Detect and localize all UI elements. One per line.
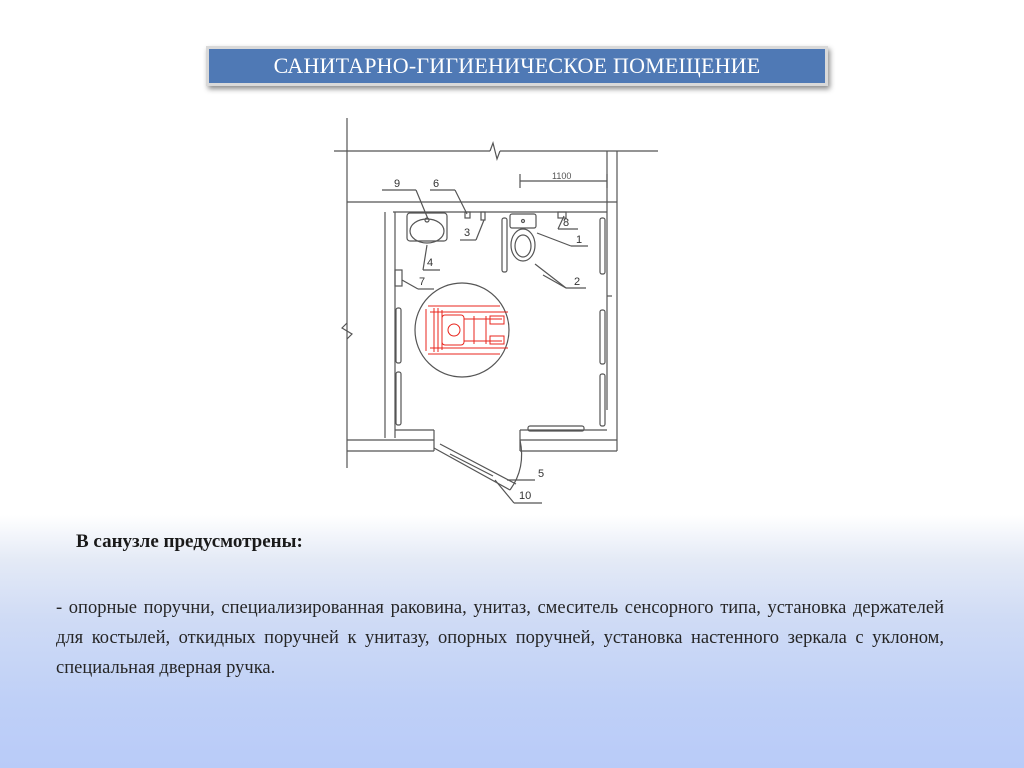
leader-line (537, 233, 571, 246)
mixer-fixture (465, 212, 470, 218)
handrail-vertical (502, 218, 507, 272)
leader-line (535, 264, 566, 288)
floor-plan (330, 118, 670, 518)
label-1: 1 (576, 234, 583, 246)
handrail-vertical (600, 218, 605, 274)
leader-line (416, 190, 428, 219)
toilet-button (522, 220, 525, 223)
label-3: 3 (464, 227, 471, 239)
label-5: 5 (538, 468, 545, 480)
label-2: 2 (574, 276, 581, 288)
door-leaf (440, 444, 516, 484)
leader-line (543, 275, 566, 288)
slide-title-box (206, 46, 828, 86)
leader-line (476, 220, 484, 240)
wall-handrail (396, 308, 401, 363)
door-handrail (450, 454, 493, 476)
break-mark (490, 143, 500, 159)
leader-line (495, 480, 514, 503)
mirror-fixture (481, 212, 485, 220)
label-8: 8 (563, 217, 570, 229)
slide-title: САНИТАРНО-ГИГИЕНИЧЕСКОЕ ПОМЕЩЕНИЕ (273, 53, 761, 78)
sink-basin (410, 219, 444, 243)
description-text: - опорные поручни, специализированная раковина, унитаз, смеситель сенсорного типа, установка держателей для костылей, откидных поручней к унитазу, опорных поручней, установка настенного зеркала с уклоном, специальная дверная ручка. (56, 598, 944, 678)
list-heading: В санузле предусмотрены: (76, 531, 303, 552)
label-10: 10 (519, 490, 532, 502)
label-9: 9 (394, 178, 401, 190)
dimension-label: 1100 (552, 171, 572, 181)
wall-handrail (600, 310, 605, 364)
turning-circle (415, 283, 509, 377)
toilet-seat (515, 235, 531, 257)
label-7: 7 (419, 276, 426, 288)
leader-line (402, 280, 418, 289)
wall-handrail (600, 374, 605, 426)
toilet-tank (510, 214, 536, 228)
fold-down-rail (395, 270, 402, 286)
wall-handrail (396, 372, 401, 425)
wheelchair-icon (426, 306, 508, 354)
label-4: 4 (427, 257, 434, 269)
label-6: 6 (433, 178, 440, 190)
